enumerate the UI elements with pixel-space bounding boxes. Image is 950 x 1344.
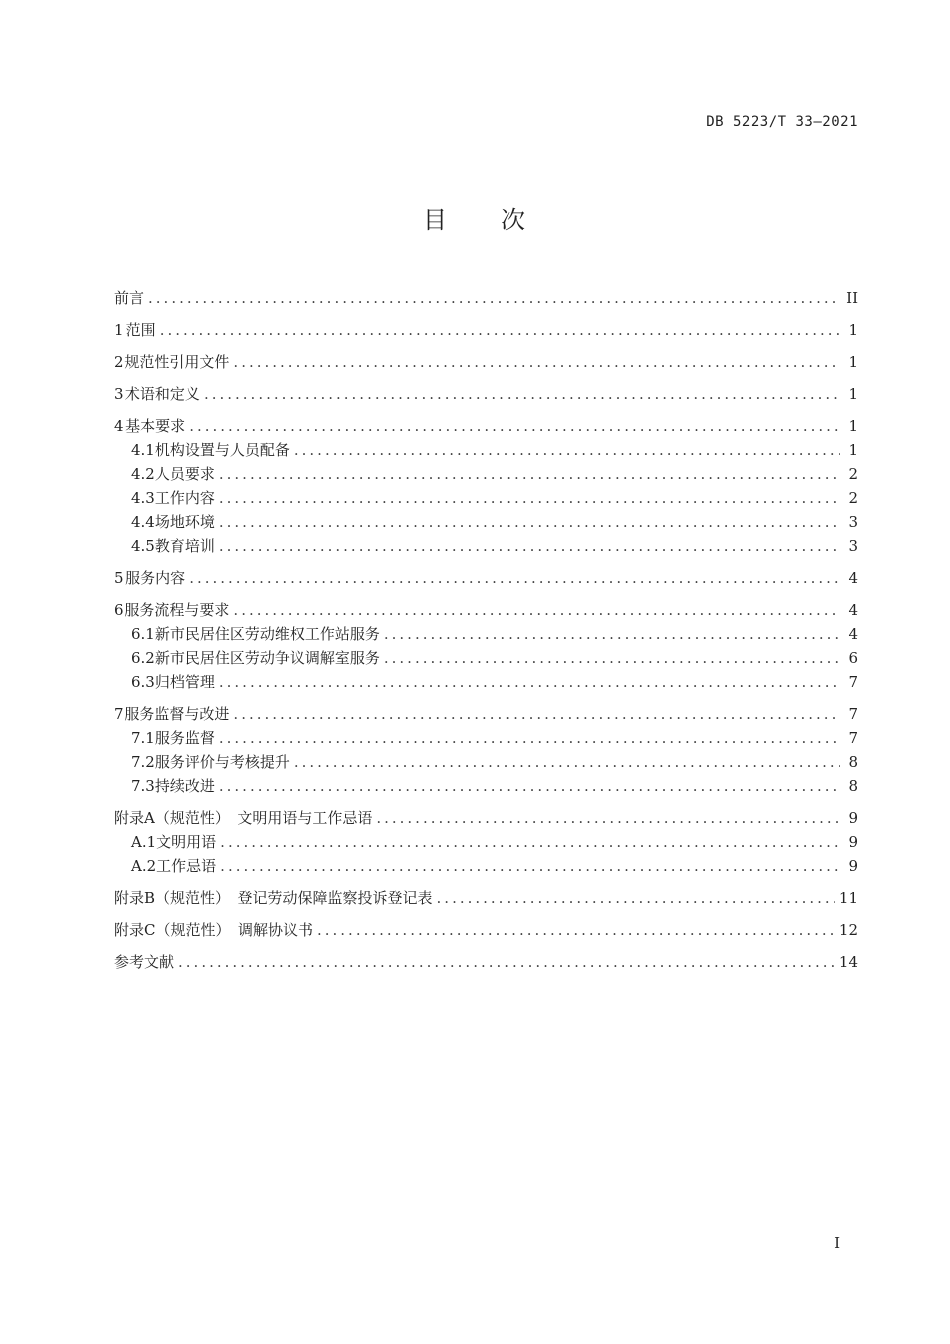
- toc-entry-page: 12: [838, 921, 858, 939]
- toc-entry-page: 14: [838, 953, 858, 971]
- toc-entry[interactable]: [114, 918, 858, 942]
- toc-entry-page: 9: [848, 833, 858, 851]
- toc-entry-label: 新市民居住区劳动维权工作站服务: [154, 625, 380, 643]
- dot-leader: [219, 726, 840, 750]
- toc-entry-number: 4.1: [131, 441, 155, 459]
- toc-entry[interactable]: [114, 806, 858, 830]
- toc-entry-page: 3: [848, 513, 858, 531]
- dot-leader: [219, 486, 840, 510]
- toc-entry-label: 机构设置与人员配备: [154, 441, 290, 459]
- toc-entry[interactable]: [114, 462, 858, 486]
- toc-entry-page: II: [846, 289, 858, 307]
- toc-entry-label: 服务监督与改进: [124, 705, 230, 723]
- toc-entry[interactable]: [114, 350, 858, 374]
- dot-leader: [233, 350, 840, 374]
- toc-entry-page: 4: [848, 625, 858, 643]
- toc-entry-label: 工作忌语: [156, 857, 217, 875]
- dot-leader: [189, 566, 840, 590]
- toc-entry[interactable]: [114, 774, 858, 798]
- dot-leader: [376, 806, 840, 830]
- toc-entry[interactable]: [114, 950, 858, 974]
- dot-leader: [220, 854, 840, 878]
- toc-entry-number: 1: [114, 321, 124, 339]
- toc-entry-number: 7.1: [131, 729, 155, 747]
- toc-entry-number: 4.5: [131, 537, 155, 555]
- dot-leader: [189, 414, 840, 438]
- dot-leader: [219, 774, 840, 798]
- dot-leader: [294, 750, 840, 774]
- toc-entry-page: 2: [848, 465, 858, 483]
- dot-leader: [219, 462, 840, 486]
- footer-page-number: I: [834, 1234, 840, 1252]
- toc-entry-label: 服务流程与要求: [124, 601, 230, 619]
- toc-entry-number: 6.3: [131, 673, 155, 691]
- toc-entry-number: 5: [114, 569, 124, 587]
- title-part-2: 次: [501, 206, 527, 234]
- toc-entry-page: 7: [848, 673, 858, 691]
- toc-entry-number: 6.1: [131, 625, 155, 643]
- toc-entry-number: 6: [114, 601, 124, 619]
- dot-leader: [384, 646, 840, 670]
- toc-entry-label: 场地环境: [154, 513, 215, 531]
- toc-entry-page: 6: [848, 649, 858, 667]
- title-part-1: 目: [423, 206, 449, 234]
- toc-entry[interactable]: [114, 414, 858, 438]
- toc-entry[interactable]: [114, 510, 858, 534]
- toc-entry-label: 术语和定义: [124, 385, 200, 403]
- dot-leader: [233, 598, 840, 622]
- dot-leader: [384, 622, 840, 646]
- toc-entry-number: 6.2: [131, 649, 155, 667]
- toc-entry[interactable]: [114, 486, 858, 510]
- dot-leader: [437, 886, 835, 910]
- toc-entry-label: 范围: [125, 321, 156, 339]
- toc-entry-page: 4: [848, 601, 858, 619]
- toc-entry-label: 附录A（规范性） 文明用语与工作忌语: [114, 809, 373, 827]
- toc-entry[interactable]: [114, 670, 858, 694]
- dot-leader: [219, 510, 840, 534]
- toc-entry-label: 文明用语: [156, 833, 217, 851]
- toc-entry[interactable]: [114, 598, 858, 622]
- toc-entry-page: 3: [848, 537, 858, 555]
- toc-entry[interactable]: [114, 830, 858, 854]
- toc-entry-page: 1: [848, 385, 858, 403]
- toc-entry-number: A.1: [131, 833, 157, 851]
- toc-entry-page: 7: [848, 705, 858, 723]
- toc-entry-page: 1: [848, 441, 858, 459]
- dot-leader: [220, 830, 840, 854]
- toc-entry-label: 持续改进: [154, 777, 215, 795]
- toc-entry[interactable]: [114, 318, 858, 342]
- toc-entry[interactable]: [114, 750, 858, 774]
- toc-entry-label: 新市民居住区劳动争议调解室服务: [154, 649, 380, 667]
- dot-leader: [219, 534, 840, 558]
- toc-entry-label: 前言: [114, 289, 145, 307]
- toc-entry-page: 9: [848, 809, 858, 827]
- toc-entry-label: 服务监督: [154, 729, 215, 747]
- toc-entry-label: 参考文献: [114, 953, 175, 971]
- dot-leader: [317, 918, 835, 942]
- page-title: [0, 200, 950, 235]
- toc-entry-page: 9: [848, 857, 858, 875]
- toc-entry[interactable]: [114, 646, 858, 670]
- toc-entry[interactable]: [114, 886, 858, 910]
- toc-entry[interactable]: [114, 566, 858, 590]
- toc-entry-number: 7.3: [131, 777, 155, 795]
- toc-entry-label: 服务评价与考核提升: [154, 753, 290, 771]
- toc-entry[interactable]: [114, 286, 858, 310]
- toc-entry[interactable]: [114, 726, 858, 750]
- toc-entry-number: 2: [114, 353, 124, 371]
- toc-entry-number: 3: [114, 385, 124, 403]
- dot-leader: [294, 438, 840, 462]
- toc-entry-number: 4.4: [131, 513, 155, 531]
- toc-entry-number: A.2: [131, 857, 157, 875]
- dot-leader: [219, 670, 840, 694]
- toc-entry-label: 服务内容: [125, 569, 186, 587]
- toc-entry-page: 8: [848, 753, 858, 771]
- toc-entry-label: 规范性引用文件: [124, 353, 230, 371]
- toc-entry-page: 11: [838, 889, 858, 907]
- toc-entry-label: 工作内容: [154, 489, 215, 507]
- toc-entry-number: 4.3: [131, 489, 155, 507]
- dot-leader: [233, 702, 840, 726]
- toc-entry-label: 附录C（规范性） 调解协议书: [114, 921, 313, 939]
- dot-leader: [160, 318, 840, 342]
- toc-entry[interactable]: [114, 534, 858, 558]
- toc-entry[interactable]: [114, 438, 858, 462]
- toc-entry[interactable]: [114, 854, 858, 878]
- document-code: DB 5223/T 33—2021: [706, 114, 858, 130]
- toc-entry[interactable]: [114, 702, 858, 726]
- toc-entry-number: 7.2: [131, 753, 155, 771]
- toc-entry-number: 7: [114, 705, 124, 723]
- toc-entry-page: 4: [848, 569, 858, 587]
- dot-leader: [148, 286, 840, 310]
- toc-entry-page: 1: [848, 321, 858, 339]
- toc-entry-label: 归档管理: [154, 673, 215, 691]
- toc-entry-label: 人员要求: [154, 465, 215, 483]
- toc-entry-page: 1: [848, 353, 858, 371]
- toc-entry-page: 1: [848, 417, 858, 435]
- toc-entry-page: 2: [848, 489, 858, 507]
- toc-entry-number: 4: [114, 417, 124, 435]
- dot-leader: [178, 950, 835, 974]
- toc-entry-label: 教育培训: [154, 537, 215, 555]
- table-of-contents: [114, 286, 858, 974]
- dot-leader: [204, 382, 840, 406]
- toc-entry-page: 7: [848, 729, 858, 747]
- toc-entry-page: 8: [848, 777, 858, 795]
- toc-entry-label: 附录B（规范性） 登记劳动保障监察投诉登记表: [114, 889, 433, 907]
- toc-entry-number: 4.2: [131, 465, 155, 483]
- toc-entry[interactable]: [114, 622, 858, 646]
- toc-entry[interactable]: [114, 382, 858, 406]
- toc-entry-label: 基本要求: [125, 417, 186, 435]
